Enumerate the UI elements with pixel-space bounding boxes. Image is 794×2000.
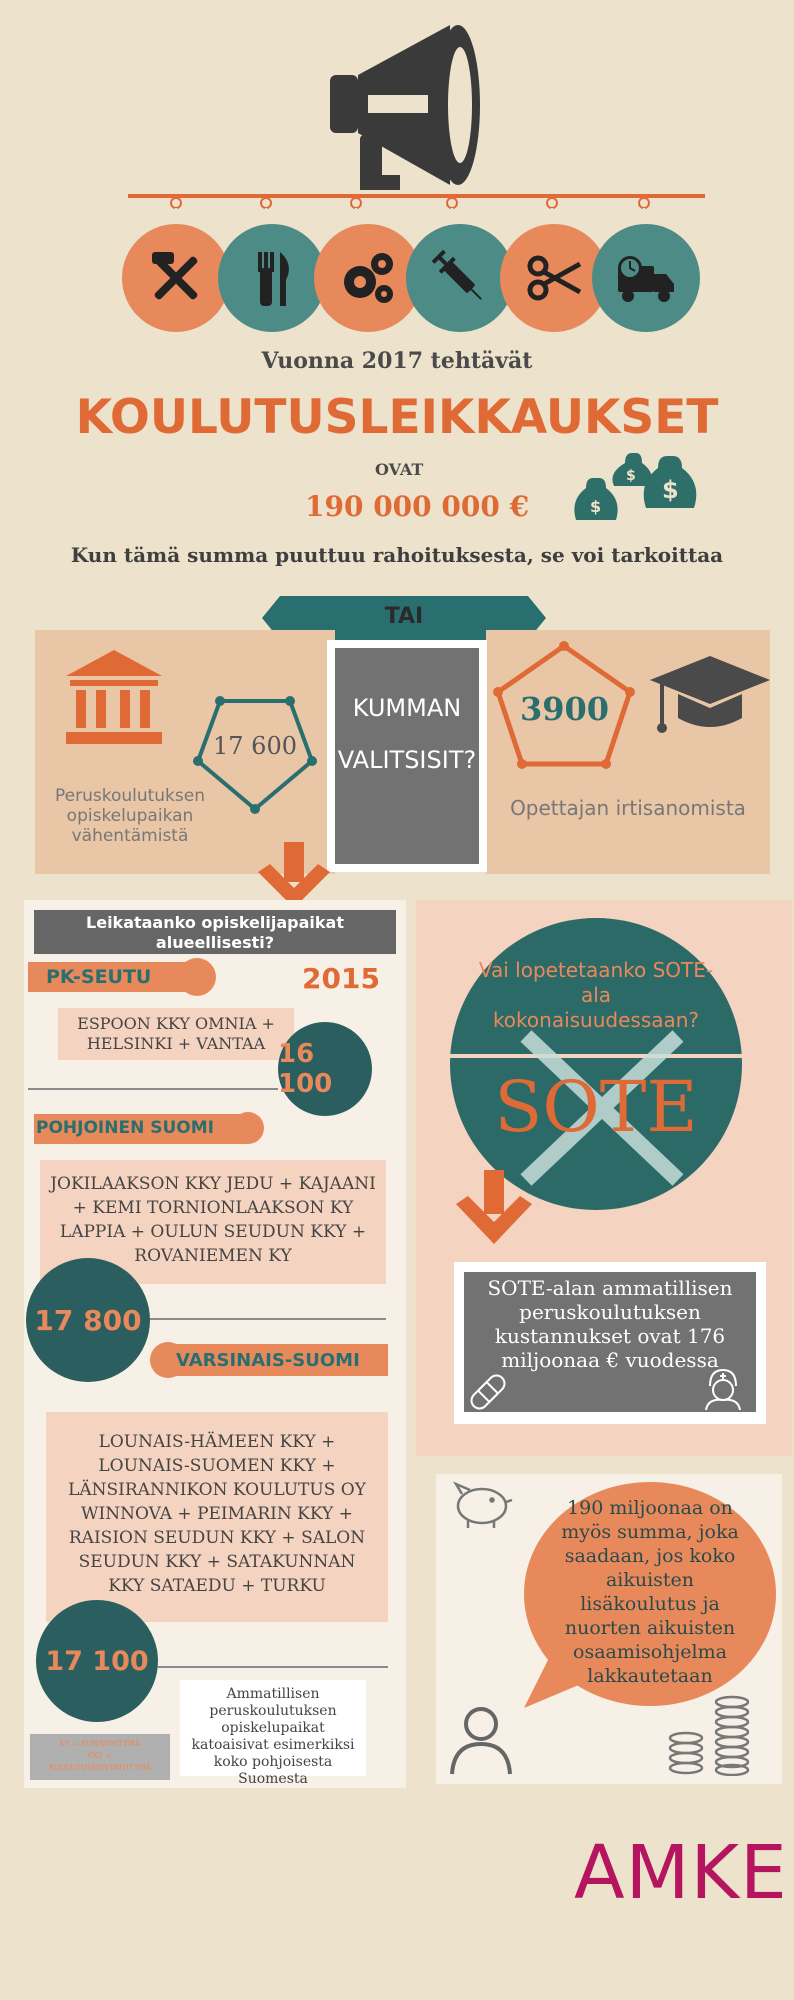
cutlery-icon xyxy=(218,224,326,332)
tai-label: TAI xyxy=(384,604,424,629)
graduation-cap-icon xyxy=(650,656,770,740)
region-north-detail: JOKILAAKSON KKY JEDU + KAJAANI + KEMI TORNIONLAAKSON KY LAPPIA + OULUN SEUDUN KKY + ROVANIEMEN KY xyxy=(40,1160,386,1284)
regional-question: Leikataanko opiskelijapaikat alueellisesti? xyxy=(34,910,396,954)
svg-text:$: $ xyxy=(590,497,602,516)
sote-word: SOTE xyxy=(494,1066,698,1148)
center-question-line1: KUMMAN xyxy=(352,694,462,722)
region-southwest-number: 17 100 xyxy=(36,1600,158,1722)
right-number: 3900 xyxy=(519,690,610,728)
person-icon xyxy=(448,1704,514,1776)
megaphone-icon xyxy=(320,15,500,190)
region-pk-number: 16 100 xyxy=(278,1022,372,1116)
sote-question: Vai lopetetaanko SOTE-ala kokonaisuudessaan? xyxy=(478,958,714,1032)
bank-building-icon xyxy=(62,650,166,746)
regional-note: Ammatillisen peruskoulutuksen opiskelupaikat katoaisivat esimerkiksi koko pohjoisesta Suomesta xyxy=(180,1680,366,1776)
year-line: Vuonna 2017 tehtävät xyxy=(261,348,533,374)
left-label: Peruskoulutuksen opiskelupaikan vähentämistä xyxy=(54,786,205,846)
delivery-truck-icon xyxy=(592,224,700,332)
region-north-dot xyxy=(232,1112,264,1144)
center-question-line2: VALITSISIT? xyxy=(337,746,477,774)
region-pk-detail: ESPOON KKY OMNIA + HELSINKI + VANTAA xyxy=(58,1008,294,1060)
abbreviation-legend xyxy=(30,1734,170,1780)
page-title: KOULUTUSLEIKKAUKSET xyxy=(75,390,719,445)
region-pk-dot xyxy=(178,958,216,996)
region-southwest-name: VARSINAIS-SUOMI xyxy=(176,1350,360,1371)
tools-icon xyxy=(122,224,230,332)
amke-logo: AMKE xyxy=(574,1830,788,1916)
sote-cost-text: SOTE-alan ammatillisen peruskoulutuksen kustannukset ovat 176 miljoonaa € vuodessa xyxy=(487,1276,733,1372)
southwest-divider xyxy=(158,1666,388,1668)
left-number: 17 600 xyxy=(213,732,297,760)
ovat-label: OVAT xyxy=(375,460,424,479)
bandage-icon xyxy=(464,1368,512,1416)
region-north-number: 17 800 xyxy=(26,1258,150,1382)
svg-text:$: $ xyxy=(626,468,636,484)
pk-divider xyxy=(28,1088,278,1090)
coin-stacks-icon xyxy=(666,1694,754,1776)
region-pk-name: PK-SEUTU xyxy=(46,966,152,988)
sote-down-arrow-icon xyxy=(452,1170,536,1248)
nurse-icon xyxy=(700,1366,746,1412)
north-divider xyxy=(150,1318,386,1320)
legend-line2: KKY = xyxy=(87,1751,113,1760)
right-label: Opettajan irtisanomista xyxy=(510,796,746,820)
region-southwest-detail: LOUNAIS-HÄMEEN KKY + LOUNAIS-SUOMEN KKY + LÄNSIRANNIKON KOULUTUS OY WINNOVA + PEIMARIN KKY + RAISION SEUDUN KKY + SALON SEUDUN KKY + SATAKUNNAN KKY SATAEDU + TURKU xyxy=(46,1412,388,1622)
region-north-name: POHJOINEN SUOMI xyxy=(36,1118,214,1138)
legend-line3: KOULUTUSKUNTAYHTYMÄ xyxy=(49,1763,151,1772)
amount-value: 190 000 000 € xyxy=(305,490,530,523)
syringe-icon xyxy=(406,224,514,332)
legend-line1: KY = KUNTAYHTYMÄ xyxy=(59,1739,141,1748)
svg-text:$: $ xyxy=(662,476,679,504)
money-bags-icon xyxy=(570,448,705,538)
adult-text: 190 miljoonaa on myös summa, joka saadaan, jos koko aikuisten lisäkoulutus ja nuorten aikuisten osaamisohjelma lakkautetaan xyxy=(561,1497,739,1687)
pins-row xyxy=(128,194,705,224)
year-2015: 2015 xyxy=(302,962,380,995)
subtitle: Kun tämä summa puuttuu rahoituksesta, se voi tarkoittaa xyxy=(70,543,724,567)
